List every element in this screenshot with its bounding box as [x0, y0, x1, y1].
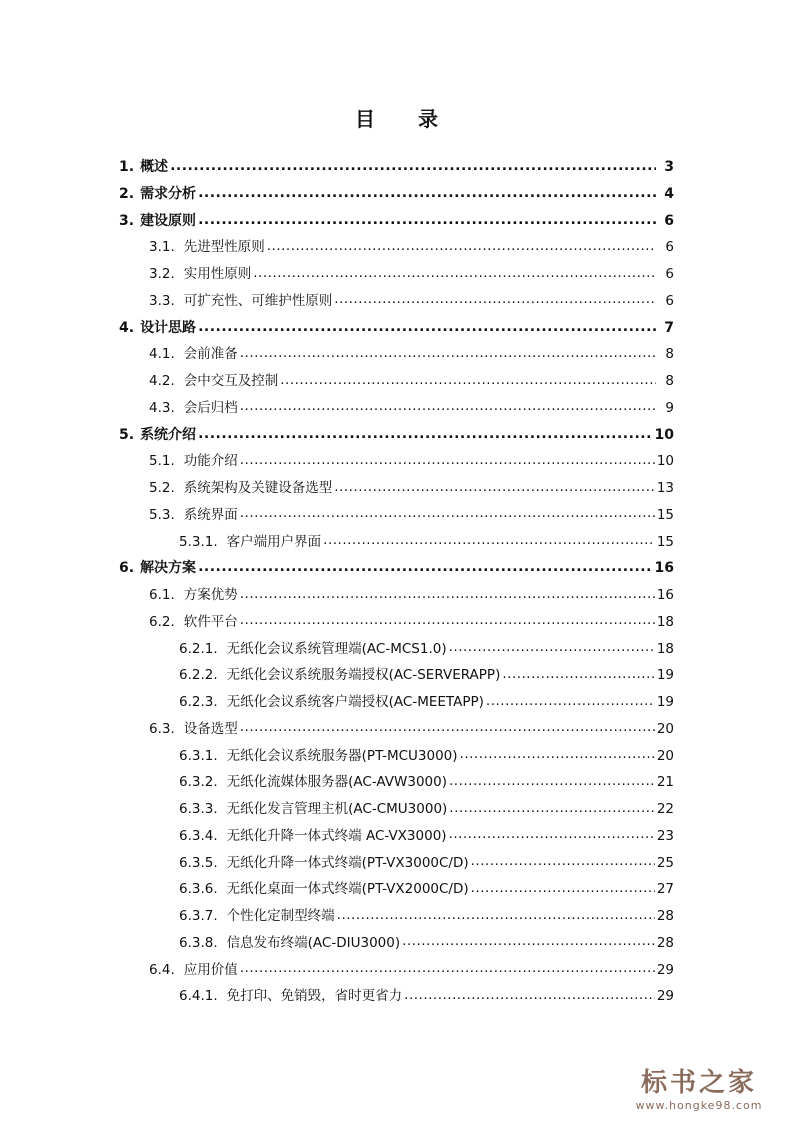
toc-entry-title: 个性化定制型终端 — [226, 908, 335, 924]
toc-dot-leader — [240, 957, 655, 983]
toc-dot-leader — [334, 475, 655, 501]
toc-entry[interactable] — [179, 823, 674, 849]
toc-entry[interactable] — [149, 609, 674, 635]
toc-entry-title: 无纸化会议系统管理端(AC-MCS1.0) — [226, 640, 447, 657]
toc-entry-number: 2. — [119, 185, 135, 202]
toc-dot-leader — [449, 769, 655, 795]
toc-dot-leader — [240, 609, 655, 635]
toc-entry-number: 6.3.5. — [179, 854, 218, 871]
toc-entry[interactable] — [119, 555, 674, 581]
toc-dot-leader — [460, 743, 655, 769]
toc-entry-number: 6.3. — [149, 720, 175, 737]
toc-entry-title: 先进型性原则 — [183, 239, 265, 256]
toc-entry-page: 29 — [656, 988, 674, 1005]
toc-entry-page: 23 — [656, 827, 674, 844]
toc-entry[interactable] — [149, 341, 674, 367]
toc-entry[interactable] — [149, 502, 674, 528]
toc-entry[interactable] — [149, 395, 674, 421]
toc-entry-page: 28 — [656, 908, 674, 924]
toc-entry[interactable] — [119, 154, 674, 180]
toc-entry-title: 可扩充性、可维护性原则 — [183, 292, 333, 309]
toc-dot-leader — [471, 850, 655, 876]
toc-entry-page: 10 — [656, 453, 674, 470]
toc-entry-title: 方案优势 — [183, 587, 238, 603]
toc-entry-page: 21 — [656, 774, 674, 791]
toc-entry-title: 设备选型 — [183, 720, 238, 737]
toc-entry-title: 无纸化会议系统服务器(PT-MCU3000) — [226, 747, 458, 764]
toc-dot-leader — [337, 903, 655, 929]
toc-entry-number: 3.2. — [149, 266, 175, 282]
toc-entry-title: 无纸化桌面一体式终端(PT-VX2000C/D) — [226, 881, 469, 898]
toc-entry-title: 免打印、免销毁，省时更省力 — [226, 988, 403, 1005]
toc-entry[interactable] — [149, 261, 674, 287]
toc-entry-title: 系统架构及关键设备选型 — [183, 480, 333, 496]
toc-entry[interactable] — [119, 315, 674, 341]
toc-entry-number: 4.3. — [149, 399, 175, 416]
toc-entry-number: 6.2.3. — [179, 694, 218, 710]
toc-entry[interactable] — [179, 796, 674, 822]
toc-entry-page: 8 — [665, 346, 674, 363]
toc-entry-number: 6.3.1. — [179, 747, 218, 764]
toc-entry[interactable] — [179, 769, 674, 795]
toc-entry-page: 6 — [665, 292, 674, 309]
toc-entry-number: 6. — [119, 560, 135, 577]
toc-dot-leader — [449, 636, 655, 662]
toc-entry-number: 5.3.1. — [179, 533, 218, 550]
toc-entry-number: 6.2. — [149, 613, 175, 630]
toc-entry-number: 5. — [119, 426, 135, 443]
toc-entry[interactable] — [149, 582, 674, 608]
toc-entry-page: 15 — [656, 533, 674, 550]
toc-entry-title: 无纸化流媒体服务器(AC-AVW3000) — [226, 774, 447, 791]
toc-entry-number: 6.3.3. — [179, 801, 218, 817]
toc-entry[interactable] — [179, 743, 674, 769]
toc-entry[interactable] — [179, 636, 674, 662]
toc-entry-number: 4. — [119, 319, 135, 336]
toc-entry-page: 18 — [656, 640, 674, 657]
toc-entry-page: 19 — [656, 694, 674, 710]
toc-entry[interactable] — [179, 529, 674, 555]
toc-entry-title: 客户端用户界面 — [226, 533, 322, 550]
toc-entry-page: 4 — [664, 185, 674, 202]
toc-entry[interactable] — [179, 850, 674, 876]
toc-dot-leader — [240, 341, 656, 367]
toc-entry-page: 6 — [665, 239, 674, 256]
toc-entry-page: 6 — [665, 266, 674, 282]
toc-entry-title: 功能介绍 — [183, 453, 238, 470]
toc-entry[interactable] — [149, 475, 674, 501]
toc-entry[interactable] — [119, 181, 674, 207]
toc-entry[interactable] — [149, 716, 674, 742]
toc-entry-page: 7 — [664, 319, 674, 336]
toc-entry-page: 28 — [656, 934, 674, 951]
toc-entry-page: 25 — [656, 854, 674, 871]
toc-entry-number: 4.2. — [149, 373, 175, 389]
toc-entry-title: 设计思路 — [140, 319, 197, 336]
toc-dot-leader — [280, 368, 656, 394]
toc-dot-leader — [323, 529, 655, 555]
toc-entry[interactable] — [179, 930, 674, 956]
toc-entry[interactable] — [149, 957, 674, 983]
toc-entry-number: 6.4.1. — [179, 988, 218, 1005]
toc-dot-leader — [240, 448, 655, 474]
toc-entry-number: 6.2.1. — [179, 640, 218, 657]
toc-entry-number: 3.1. — [149, 239, 175, 256]
toc-entry-page: 20 — [656, 720, 674, 737]
toc-dot-leader — [449, 823, 655, 849]
toc-entry-page: 29 — [656, 961, 674, 978]
toc-entry[interactable] — [179, 903, 674, 929]
toc-entry-title: 会后归档 — [183, 399, 238, 416]
toc-entry[interactable] — [119, 208, 674, 234]
toc-entry-page: 8 — [665, 373, 674, 389]
toc-entry-title: 应用价值 — [183, 961, 238, 978]
toc-dot-leader — [240, 502, 655, 528]
toc-entry[interactable] — [119, 422, 674, 448]
toc-entry-title: 实用性原则 — [183, 266, 252, 282]
toc-entry-page: 22 — [656, 801, 674, 817]
toc-dot-leader — [471, 876, 655, 902]
toc-entry-title: 无纸化会议系统客户端授权(AC-MEETAPP) — [226, 694, 484, 710]
toc-entry-page: 16 — [656, 587, 674, 603]
toc-dot-leader — [240, 395, 656, 421]
toc-entry-page: 3 — [664, 159, 674, 175]
toc-title: 目 录 — [355, 107, 456, 131]
toc-entry-title: 无纸化发言管理主机(AC-CMU3000) — [226, 801, 448, 817]
toc-entry-title: 信息发布终端(AC-DIU3000) — [226, 934, 401, 951]
toc-entry[interactable] — [179, 983, 674, 1009]
toc-dot-leader — [240, 582, 655, 608]
toc-entry[interactable] — [149, 448, 674, 474]
watermark-url-text: www.hongke98.com — [635, 1099, 763, 1112]
toc-entry-title: 会中交互及控制 — [183, 373, 279, 389]
toc-entry-title: 无纸化升降一体式终端 AC-VX3000) — [226, 827, 447, 844]
toc-entry-page: 16 — [654, 560, 674, 577]
toc-dot-leader — [486, 689, 655, 715]
toc-entry-number: 5.1. — [149, 453, 175, 470]
toc-entry-number: 6.1. — [149, 587, 175, 603]
toc-entry[interactable] — [149, 368, 674, 394]
toc-entry-page: 15 — [656, 506, 674, 523]
toc-dot-leader — [198, 422, 652, 448]
toc-dot-leader — [502, 662, 654, 688]
toc-dot-leader — [402, 930, 655, 956]
toc-dot-leader — [198, 555, 652, 581]
toc-entry-page: 10 — [654, 426, 674, 443]
toc-entry-page: 13 — [656, 480, 674, 496]
watermark-main-text: 标书之家 — [640, 1068, 757, 1098]
toc-entry-number: 6.4. — [149, 961, 175, 978]
toc-entry-number: 5.3. — [149, 506, 175, 523]
toc-entry-number: 5.2. — [149, 480, 175, 496]
toc-entry[interactable] — [149, 288, 674, 314]
toc-entry-number: 6.3.2. — [179, 774, 218, 791]
toc-dot-leader — [404, 983, 655, 1009]
toc-entry-title: 需求分析 — [140, 185, 197, 202]
toc-entry-title: 无纸化会议系统服务端授权(AC-SERVERAPP) — [226, 667, 501, 684]
toc-entry-number: 3. — [119, 212, 135, 229]
toc-entry-number: 1. — [119, 159, 135, 175]
toc-entry-title: 系统界面 — [183, 506, 238, 523]
toc-entry-page: 9 — [665, 399, 674, 416]
toc-entry[interactable] — [179, 689, 674, 715]
toc-entry-number: 6.3.7. — [179, 908, 218, 924]
toc-entry-title: 会前准备 — [183, 346, 238, 363]
toc-entry-page: 19 — [656, 667, 674, 684]
toc-dot-leader — [253, 261, 656, 287]
watermark-logo — [629, 1062, 769, 1112]
toc-entry-title: 无纸化升降一体式终端(PT-VX3000C/D) — [226, 854, 469, 871]
toc-entry-number: 6.3.4. — [179, 827, 218, 844]
toc-dot-leader — [449, 796, 655, 822]
toc-entry[interactable] — [149, 234, 674, 260]
toc-entry-page: 18 — [656, 613, 674, 630]
toc-entry-title: 软件平台 — [183, 613, 238, 630]
toc-dot-leader — [334, 288, 656, 314]
toc-entry[interactable] — [179, 876, 674, 902]
toc-entry-title: 解决方案 — [140, 560, 197, 577]
toc-dot-leader — [267, 234, 656, 260]
toc-dot-leader — [198, 208, 656, 234]
toc-entry-title: 系统介绍 — [140, 426, 197, 443]
toc-entry-number: 6.2.2. — [179, 667, 218, 684]
toc-entry-page: 6 — [664, 212, 674, 229]
toc-dot-leader — [240, 716, 655, 742]
toc-entry-title: 建设原则 — [140, 212, 197, 229]
toc-entry-title: 概述 — [140, 159, 169, 175]
toc-dot-leader — [198, 181, 656, 207]
toc-entry-page: 20 — [656, 747, 674, 764]
toc-entry-number: 3.3. — [149, 292, 175, 309]
toc-entry[interactable] — [179, 662, 674, 688]
toc-dot-leader — [198, 315, 656, 341]
toc-entry-number: 6.3.8. — [179, 934, 218, 951]
toc-entry-number: 4.1. — [149, 346, 175, 363]
toc-dot-leader — [170, 154, 656, 180]
toc-entry-number: 6.3.6. — [179, 881, 218, 898]
toc-entry-page: 27 — [656, 881, 674, 898]
